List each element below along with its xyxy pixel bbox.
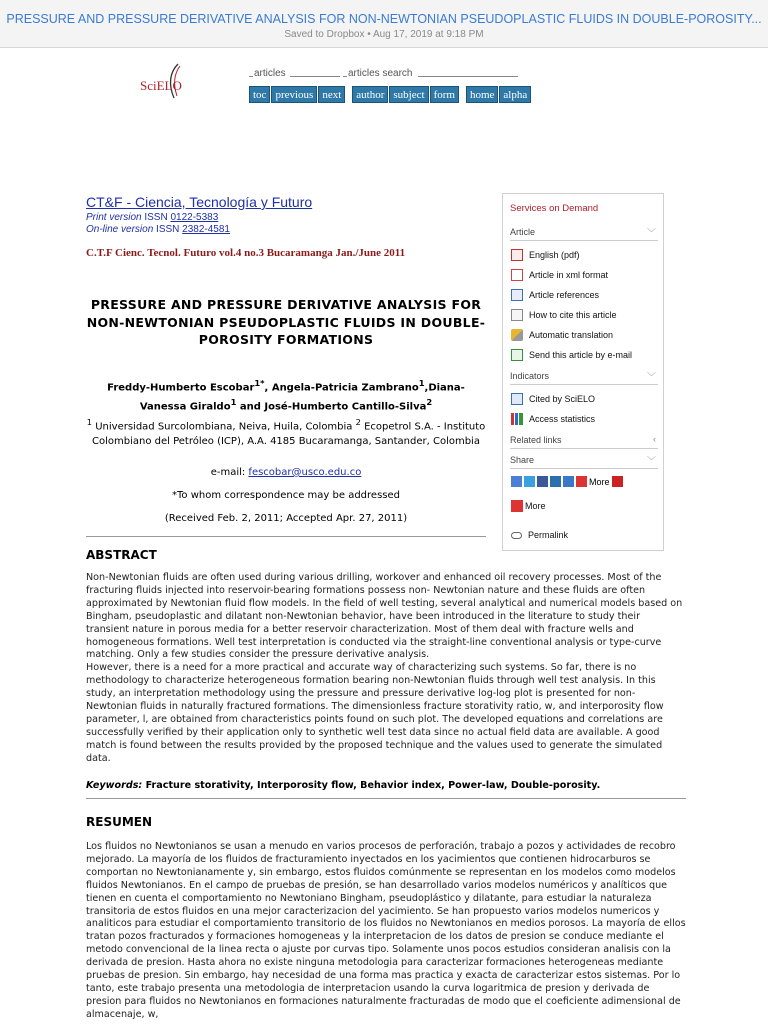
received-dates: (Received Feb. 2, 2011; Accepted Apr. 27, 2011)	[164, 513, 408, 524]
resumen-text: Los fluidos no Newtonianos se usan a menudo en varios procesos de perforación, trabajo a pozos y actividades de recobro mejorado. La mayoría de los fluidos de fracturamiento inyectados en los yacimientos que contienen hidrocarburos se comportan no Newtonianamente y, sin embargo, estos fluidos comúnmente se representan en los modelos como modelos fluidos Newtonianos. En el campo de pruebas de presión, se han desarrollado varios modelos numéricos y analíticos que tienen en cuenta el comportamiento no Newtoniano Bingham, pseudoplástico y dilatante, para estudiar la naturaleza transitoria de estos fluidos en una mejor caracterizacion del yacimiento. Se han propuesto varios modelos numericos y analiticos para estudiar el comportamiento transitorio de los fluidos no Newtonianos en medios porosos. La mayoría de ellos tratan pozos fracturados y formaciones homogeneas y la interpretacion de los datos de presion se conduce mediante el metodo convencional de la linea recta o ajuste por curvas tipo. Solamente unos pocos estudios consideran analisis con la derivada de presion. Hasta ahora no existe ninguna metodologia para caracterizar formaciones heterogeneas mediante pruebas de presion. Sin embargo, hay necesidad de una forma mas practica y exacta de caracterizar estos sistemas. Por lo tanto, este trabajo presenta una metodologia de interpretacion usando la curva logaritmica de presion y derivada de presion para fluidos no Newtonianos en formaciones naturalmente fracturadas de modo que el coeficiente adimensional de almacenaje, w,	[86, 841, 686, 1020]
saved-status: Saved to Dropbox • Aug 17, 2019 at 9:18 PM	[284, 29, 484, 40]
abstract-text: Non-Newtonian fluids are often used during various drilling, workover and enhanced oil recovery processes. Most of the fracturing fluids injected into reservoir-bearing formations possess non- Newtonian nature and these fluids are often approximated by Newtonian fluid flow models. In the field of well testing, several analytical and numerical models based on Bingham, pseudoplastic and dilatant non-Newtonian behavior, have been introduced in the literature to study their transient nature in porous media for a better reservoir characterization. Most of them deal with fracture wells and homogeneous formations. Well test interpretation is conducted via the straight-line conventional analysis or type-curve matching. Only a few studies consider the pressure derivative analysis. However, there is a need for a more practical and accurate way of characterizing such systems. So far, there is no methodology to characterize heterogeneous formation bearing non-Newtonian fluids through well test analysis. In this study, an interpretation methodology using the pressure and pressure derivative log-log plot is presented for non-Newtonian fluids in naturally fractured formations. The dimensionless fracture storativity ratio, w, and interporosity flow parameter, l, are obtained from characteristics points found on such plot. The developed equations and correlations are successfully verified by their application only to synthetic well test data since no actual field data are available. A good match is found between the results provided by the proposed technique and the values used to generate the simulated data.	[86, 572, 683, 764]
xml-format-link[interactable]: Article in xml format	[511, 269, 608, 281]
chevron-down-icon: ﹀	[646, 372, 656, 382]
article-section[interactable]: Article ﹀	[510, 227, 658, 241]
page-title[interactable]: PRESSURE AND PRESSURE DERIVATIVE ANALYSIS FOR NON-NEWTONIAN PSEUDOPLASTIC FLUIDS IN DOUBLE-POROSITY...	[6, 12, 762, 26]
subject-button[interactable]: subject	[389, 86, 428, 103]
send-by-email-link[interactable]: Send this article by e-mail	[511, 349, 632, 361]
toc-button[interactable]: toc	[249, 86, 270, 103]
indicators-section[interactable]: Indicators ﹀	[510, 371, 658, 385]
delicious-share-icon[interactable]	[563, 476, 574, 487]
chevron-left-icon: ‹	[653, 434, 656, 444]
scielo-logo[interactable]	[140, 62, 200, 102]
next-button[interactable]: next	[318, 86, 345, 103]
affiliations: $^1$ Universidad Surcolombiana, Neiva, Huila, Colombia $^2$ Ecopetrol S.A. - Instituto Colombiano del Petróleo (ICP), A.A. 4185 Bucaramanga, Santander, Colombia	[86, 417, 486, 448]
facebook-share-icon[interactable]	[537, 476, 548, 487]
email-icon	[511, 349, 523, 361]
browser-header	[0, 0, 768, 48]
references-icon	[511, 289, 523, 301]
previous-button[interactable]: previous	[271, 86, 317, 103]
articles-nav-label: articles	[254, 68, 286, 79]
mendeley-share-icon[interactable]	[612, 476, 623, 487]
nav-buttons	[249, 86, 532, 103]
more-share-link[interactable]: More	[511, 500, 546, 512]
services-panel	[502, 193, 664, 551]
cited-by-scielo-link[interactable]: Cited by SciELO	[511, 393, 595, 405]
linkedin-share-icon[interactable]	[550, 476, 561, 487]
email-link[interactable]: fescobar@usco.edu.co	[248, 467, 362, 478]
share-buttons	[511, 476, 625, 487]
chevron-down-icon: ﹀	[646, 456, 656, 466]
google-share-icon[interactable]	[511, 476, 522, 487]
access-statistics-link[interactable]: Access statistics	[511, 413, 595, 425]
cite-icon	[511, 309, 523, 321]
english-pdf-link[interactable]: English (pdf)	[511, 249, 580, 261]
twitter-share-icon[interactable]	[524, 476, 535, 487]
link-icon	[511, 532, 522, 539]
print-issn: 0122-5383	[170, 212, 219, 223]
correspondence-note: *To whom correspondence may be addressed	[172, 490, 400, 501]
permalink-link[interactable]: Permalink	[511, 530, 568, 540]
online-version: On-line version ISSN 2382-4581	[86, 224, 230, 235]
article-references-link[interactable]: Article references	[511, 289, 599, 301]
services-heading: Services on Demand	[510, 203, 599, 214]
automatic-translation-link[interactable]: Automatic translation	[511, 329, 613, 341]
keywords: Keywords: Fracture storativity, Interporosity flow, Behavior index, Power-law, Double-porosity.	[86, 780, 601, 791]
translation-icon	[511, 329, 523, 341]
chevron-down-icon: ﹀	[646, 228, 656, 238]
statistics-icon	[511, 413, 523, 425]
journal-citation: C.T.F Cienc. Tecnol. Futuro vol.4 no.3 Bucaramanga Jan./June 2011	[86, 247, 406, 259]
how-to-cite-link[interactable]: How to cite this article	[511, 309, 617, 321]
author-button[interactable]: author	[352, 86, 388, 103]
online-issn: 2382-4581	[182, 224, 230, 235]
search-nav-label: articles search	[348, 68, 413, 79]
authors: Freddy-Humberto Escobar$^{1*}$, Angela-Patricia Zambrano$^1$,Diana-Vanessa Giraldo$^1$ and José-Humberto Cantillo-Silva$^2$	[107, 378, 465, 413]
email-line: e-mail: fescobar@usco.edu.co	[210, 467, 362, 478]
pdf-icon	[511, 249, 523, 261]
journal-name-link[interactable]: CT&F - Ciencia, Tecnología y Futuro	[86, 194, 313, 210]
share-section[interactable]: Share ﹀	[510, 455, 658, 469]
print-version: Print version ISSN 0122-5383	[86, 212, 219, 223]
cited-icon	[511, 393, 523, 405]
resumen-heading: RESUMEN	[86, 815, 153, 829]
plus-share-icon[interactable]	[576, 476, 587, 487]
share-more-link[interactable]: More	[589, 476, 610, 487]
plus-icon	[511, 500, 523, 512]
related-links-section[interactable]: Related links ‹	[510, 435, 658, 449]
divider	[86, 536, 486, 537]
logo-text: SciELO	[140, 78, 182, 93]
xml-icon	[511, 269, 523, 281]
article-title: PRESSURE AND PRESSURE DERIVATIVE ANALYSIS FOR NON-NEWTONIAN PSEUDOPLASTIC FLUIDS IN DOUBLE-POROSITY FORMATIONS	[86, 297, 486, 347]
divider	[86, 798, 686, 799]
form-button[interactable]: form	[430, 86, 459, 103]
home-button[interactable]: home	[466, 86, 498, 103]
alpha-button[interactable]: alpha	[499, 86, 531, 103]
abstract-heading: ABSTRACT	[86, 548, 157, 562]
